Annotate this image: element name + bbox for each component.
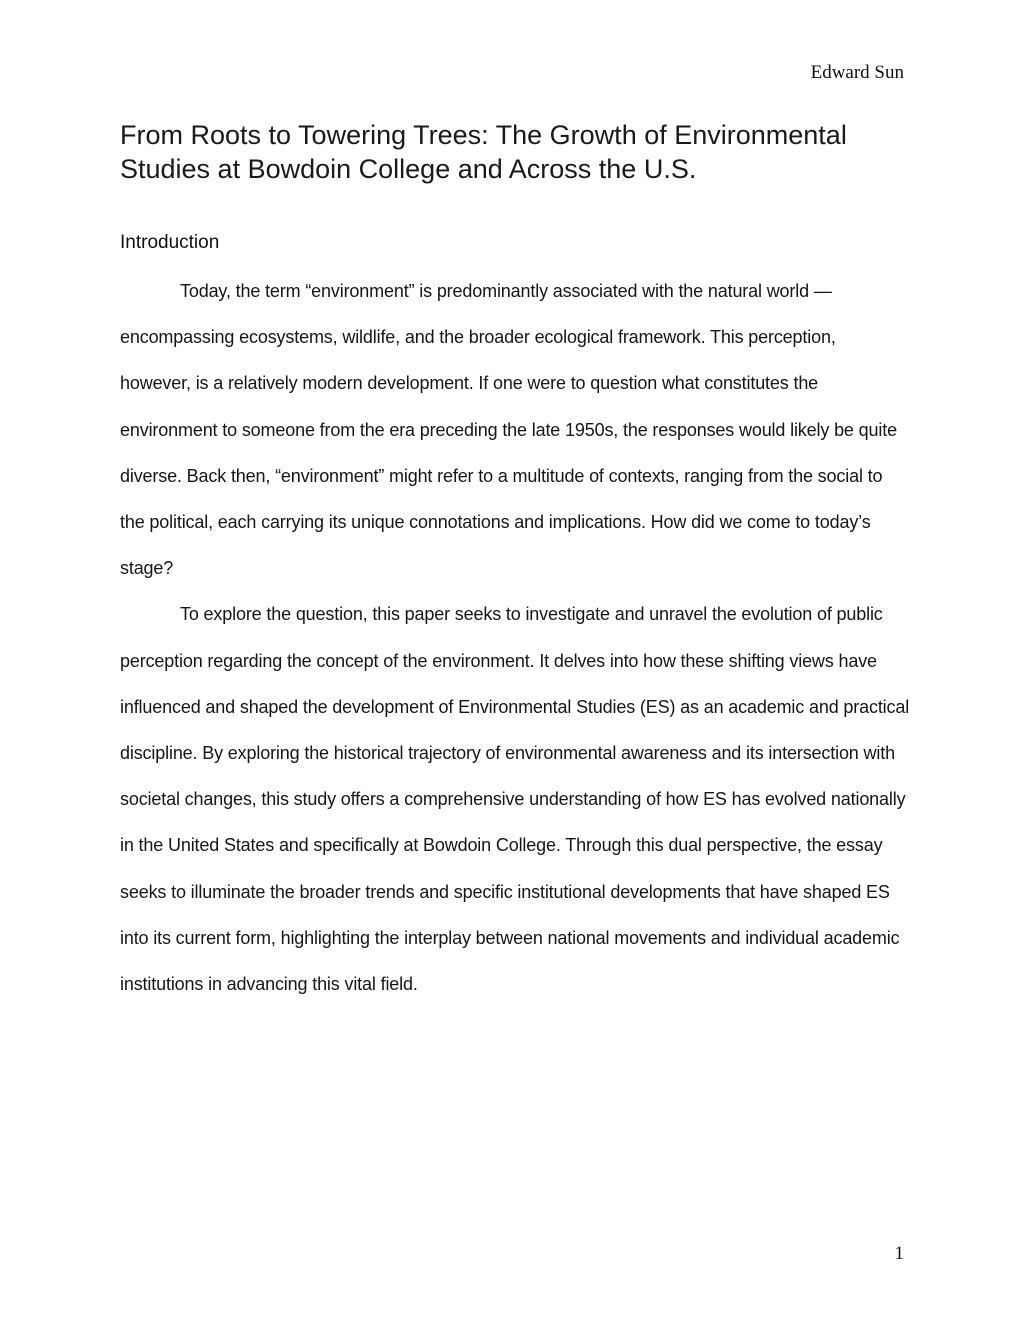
running-header-author: Edward Sun — [810, 62, 904, 83]
document-title: From Roots to Towering Trees: The Growth of Environmental Studies at Bowdoin College and Across the U.S. — [120, 120, 847, 184]
page-number: 1 — [894, 1243, 904, 1264]
body-paragraph-2: To explore the question, this paper seeks to investigate and unravel the evolution of public perception regarding the concept of the environment. It delves into how these shifting views have influenced and shaped the development of Environmental Studies (ES) as an academic and practical discipline. By exploring the historical trajectory of environmental awareness and its intersection with societal changes, this study offers a comprehensive understanding of how ES has evolved nationally in the United States and specifically at Bowdoin College. Through this dual perspective, the essay seeks to illuminate the broader trends and specific institutional developments that have shaped ES into its current form, highlighting the interplay between national movements and individual academic institutions in advancing this vital field. — [120, 604, 910, 995]
body-paragraph-1: Today, the term “environment” is predominantly associated with the natural world — encompassing ecosystems, wildlife, and the broader ecological framework. This perception, however, is a relatively modern development. If one were to question what constitutes the environment to someone from the era preceding the late 1950s, the responses would likely be quite diverse. Back then, “environment” might refer to a multitude of contexts, ranging from the social to the political, each carrying its unique connotations and implications. How did we come to today’s stage? — [120, 281, 897, 579]
section-heading: Introduction — [120, 232, 220, 253]
body-text — [120, 268, 910, 1007]
